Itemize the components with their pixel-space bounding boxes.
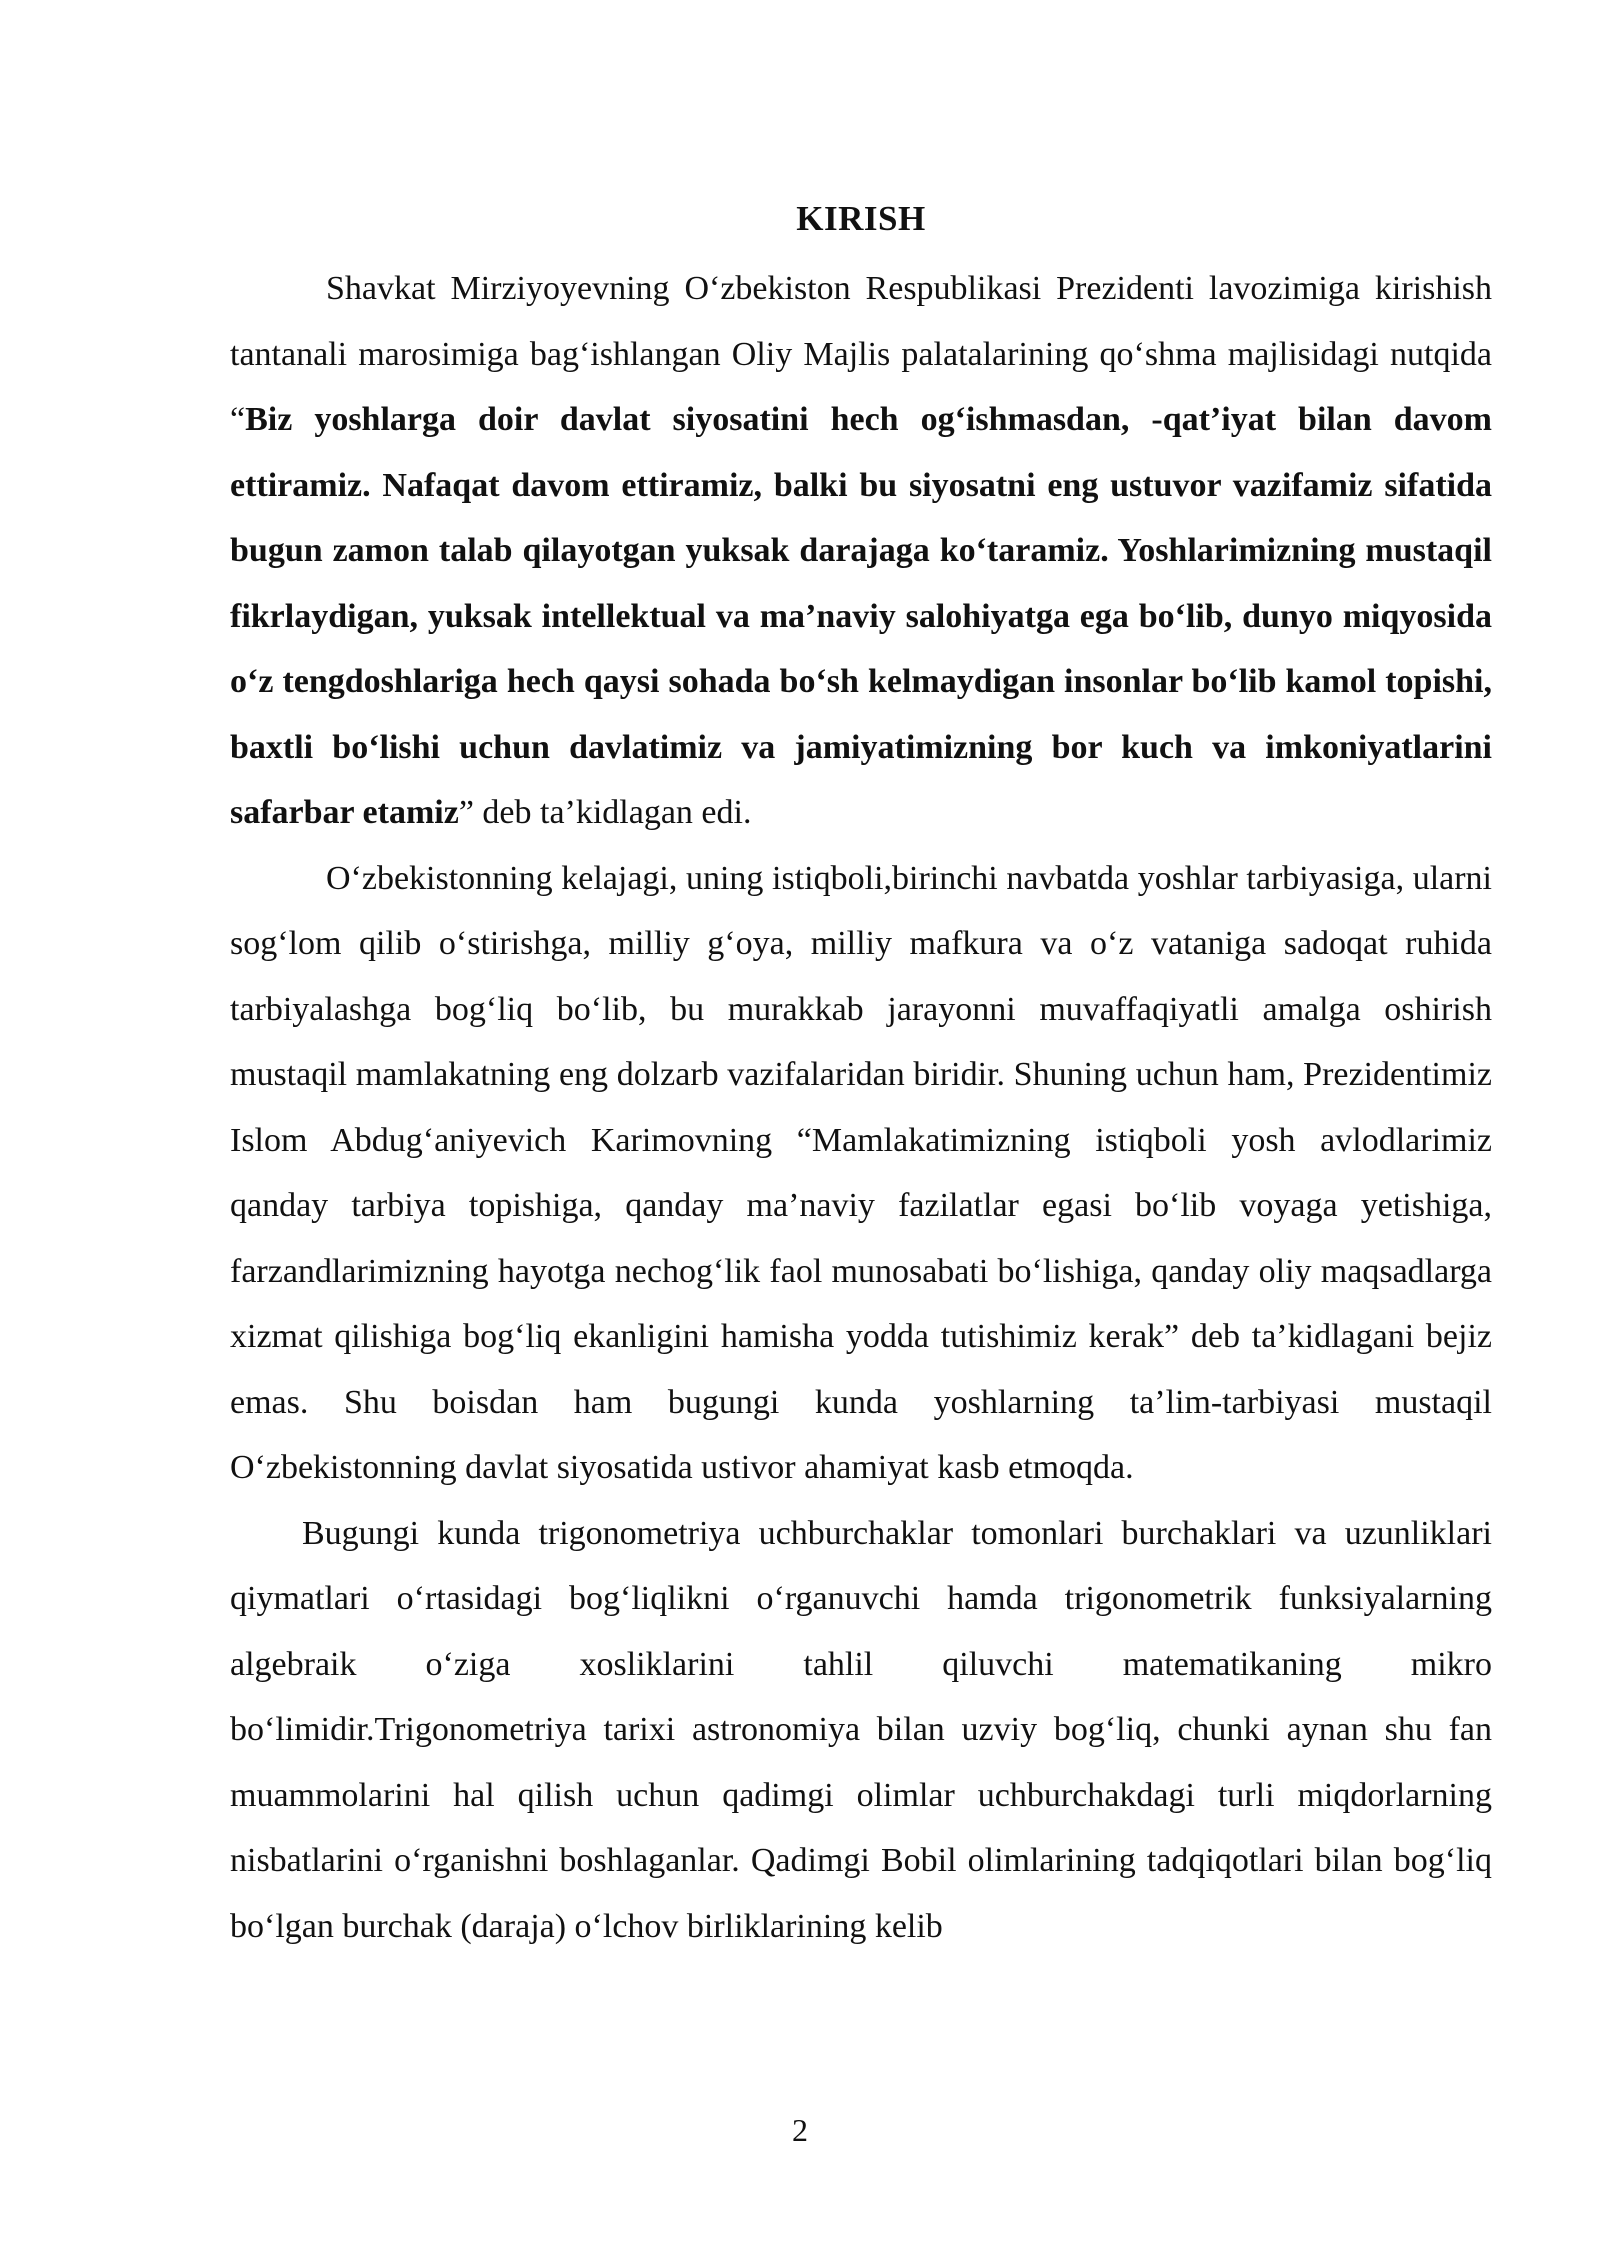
paragraph-presidential-speech	[230, 256, 1492, 846]
paragraph-youth-education: O‘zbekistonning kelajagi, uning istiqboli,birinchi navbatda yoshlar tarbiyasiga, ularni sog‘lom qilib o‘stirishga, milliy g‘oya, milliy mafkura va o‘z vataniga sadoqat ruhida tarbiyalashga bog‘liq bo‘lib, bu murakkab jarayonni muvaffaqiyatli amalga oshirish mustaqil mamlakatning eng dolzarb vazifalaridan biridir. Shuning uchun ham, Prezidentimiz Islom Abdug‘aniyevich Karimovning “Mamlakatimizning istiqboli yosh avlodlarimiz qanday tarbiya topishiga, qanday ma’naviy fazilatlar egasi bo‘lib voyaga yetishiga, farzandlarimizning hayotga nechog‘lik faol munosabati bo‘lishiga, qanday oliy maqsadlarga xizmat qilishiga bog‘liq ekanligini hamisha yodda tutishimiz kerak” deb ta’kidlagani bejiz emas. Shu boisdan ham bugungi kunda yoshlarning ta’lim-tarbiyasi mustaqil O‘zbekistonning davlat siyosatida ustivor ahamiyat kasb etmoqda.	[230, 859, 1492, 1486]
page-body	[230, 196, 1492, 1959]
page-number: 2	[792, 2112, 808, 2148]
paragraph-trigonometry: Bugungi kunda trigonometriya uchburchaklar tomonlari burchaklari va uzunliklari qiymatlari o‘rtasidagi bog‘liqlikni o‘rganuvchi hamda trigonometrik funksiyalarning algebraik o‘ziga xosliklarini tahlil qiluvchi matematikaning mikro bo‘limidir.Trigonometriya tarixi astronomiya bilan uzviy bog‘liq, chunki aynan shu fan muammolarini hal qilish uchun qadimgi olimlar uchburchakdagi turli miqdorlarning nisbatlarini o‘rganishni boshlaganlar. Qadimgi Bobil olimlarining tadqiqotlari bilan bog‘liq bo‘lgan burchak (daraja) o‘lchov birliklarining kelib	[230, 1514, 1492, 1945]
paragraph-tail-text: ” deb ta’kidlagan edi.	[458, 794, 752, 831]
bold-quote-text: Biz yoshlarga doir davlat siyosatini hech og‘ishmasdan, -qat’iyat bilan davom ettiramiz. Nafaqat davom ettiramiz, balki bu siyosatni eng ustuvor vazifamiz sifatida bugun zamon talab qilayotgan yuksak darajaga ko‘taramiz. Yoshlarimizning mustaqil fikrlaydigan, yuksak intellektual va ma’naviy salohiyatga ega bo‘lib, dunyo miqyosida o‘z tengdoshlariga hech qaysi sohada bo‘sh kelmaydigan insonlar bo‘lib kamol topishi, baxtli bo‘lishi uchun davlatimiz va jamiyatimizning bor kuch va imkoniyatlarini safarbar etamiz	[230, 401, 1492, 831]
paragraph-lead-text: Shavkat Mirziyoyevning O‘zbekiston Respublikasi Prezidenti lavozimiga kirishish tantanali marosimiga bag‘ishlangan Oliy Majlis palatalarining qo‘shma majlisidagi nutqida “	[230, 270, 1492, 438]
section-title: KIRISH	[796, 199, 926, 238]
